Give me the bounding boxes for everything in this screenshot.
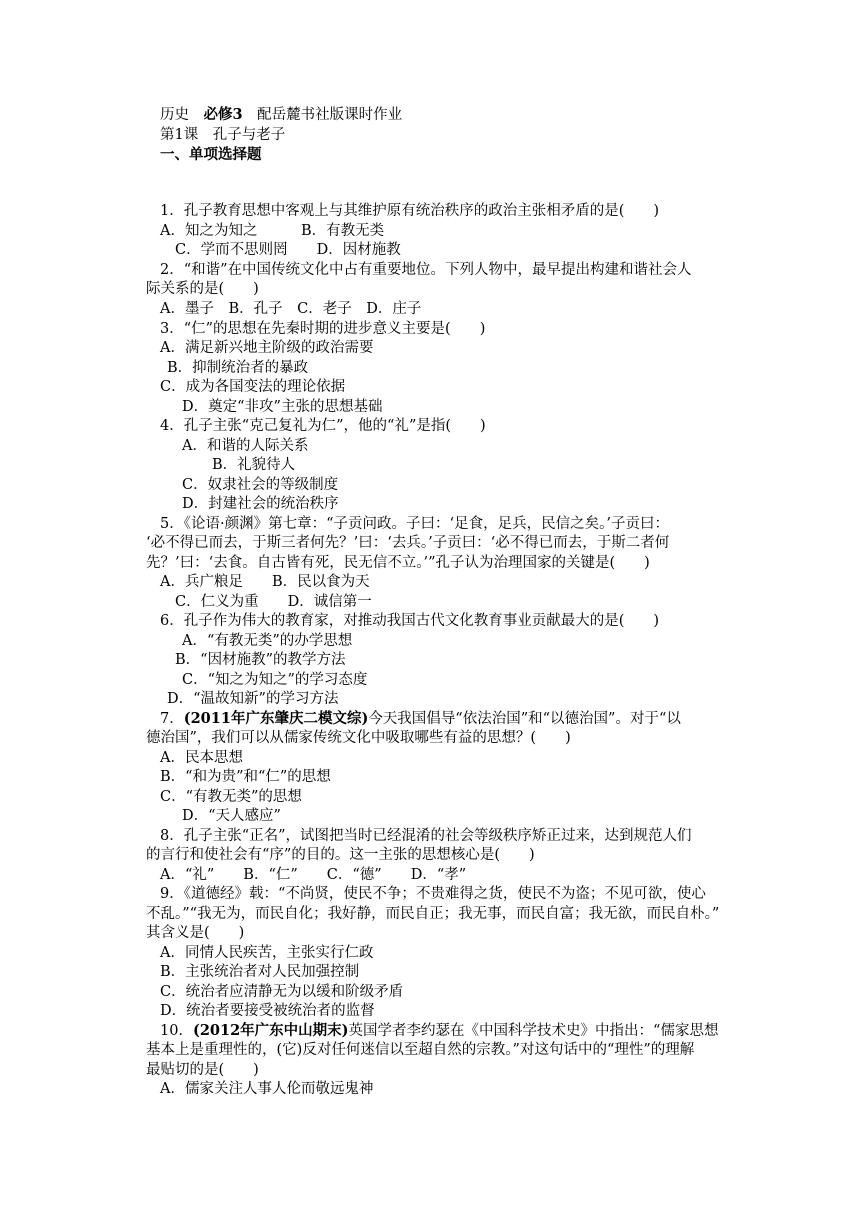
question-5-options-row-1: A．兵广粮足 B．民以食为天 xyxy=(160,574,370,590)
question-8-stem-cont: 的言行和使社会有“序”的目的。这一主张的思想核心是( ) xyxy=(146,847,535,863)
question-1-stem: 1．孔子教育思想中客观上与其维护原有统治秩序的政治主张相矛盾的是( ) xyxy=(160,203,660,219)
question-6-stem: 6．孔子作为伟大的教育家，对推动我国古代文化教育事业贡献最大的是( ) xyxy=(160,613,660,629)
question-7-option-b: B．“和为贵”和“仁”的思想 xyxy=(160,769,331,785)
question-7-option-d: D．“天人感应” xyxy=(182,808,281,824)
publisher: 配岳麓书社版课时作业 xyxy=(257,107,403,123)
question-10-option-a: A．儒家关注人事人伦而敬远鬼神 xyxy=(160,1081,374,1097)
question-1-options-row-1: A．知之为知之 B．有教无类 xyxy=(160,223,385,239)
question-4-stem: 4．孔子主张“克己复礼为仁”，他的“礼”是指( ) xyxy=(160,418,486,434)
question-9-option-a: A．同情人民疾苦，主张实行仁政 xyxy=(160,945,374,961)
question-8-options: A．“礼” B．“仁” C．“德” D．“孝” xyxy=(160,867,467,883)
question-4-option-d: D．封建社会的统治秩序 xyxy=(182,496,339,512)
lesson-title: 孔子与老子 xyxy=(212,127,286,143)
question-3-option-d: D．奠定“非攻”主张的思想基础 xyxy=(182,399,383,415)
question-10-number: 10． xyxy=(160,1023,193,1039)
lesson-number: 第1课 xyxy=(160,127,199,143)
question-4-option-a: A．和谐的人际关系 xyxy=(182,438,309,454)
question-4-option-c: C．奴隶社会的等级制度 xyxy=(182,477,339,493)
lesson-line xyxy=(160,126,285,144)
question-5-stem-cont-2: 先？’曰：‘去食。自古皆有死，民无信不立。’”孔子认为治理国家的关键是( ) xyxy=(146,555,650,571)
question-10-stem-cont-1: 基本上是重理性的，(它)反对任何迷信以至超自然的宗教。”对这句话中的“理性”的理解 xyxy=(146,1042,695,1058)
question-9-option-d: D．统治者要接受被统治者的监督 xyxy=(160,1003,375,1019)
question-10-stem xyxy=(160,1022,718,1040)
course: 必修3 xyxy=(203,106,243,123)
question-9-option-b: B．主张统治者对人民加强控制 xyxy=(160,964,360,980)
question-7-number: 7． xyxy=(160,711,184,727)
header-line xyxy=(160,106,402,124)
subject: 历史 xyxy=(160,107,189,123)
question-3-option-b: B．抑制统治者的暴政 xyxy=(167,360,309,376)
question-10-source: (2012年广东中山期末) xyxy=(192,1022,349,1039)
question-8-stem: 8．孔子主张“正名”，试图把当时已经混淆的社会等级秩序矫正过来，达到规范人们 xyxy=(160,828,692,844)
question-9-stem-cont-2: 其含义是( ) xyxy=(146,925,245,941)
question-9-stem: 9．《道德经》载：“不尚贤，使民不争；不贵难得之货，使民不为盗；不见可欲，使心 xyxy=(160,886,706,902)
question-6-option-d: D．“温故知新”的学习方法 xyxy=(167,691,339,707)
question-10-stem-text: 英国学者李约瑟在《中国科学技术史》中指出：“儒家思想 xyxy=(348,1023,719,1039)
question-2-options: A．墨子 B．孔子 C．老子 D．庄子 xyxy=(160,301,422,317)
question-5-stem: 5．《论语·颜渊》第七章：“子贡问政。子曰：‘足食，足兵，民信之矣。’子贡曰： xyxy=(160,516,669,532)
question-3-option-a: A．满足新兴地主阶级的政治需要 xyxy=(160,340,374,356)
question-6-option-c: C．“知之为知之”的学习态度 xyxy=(182,672,368,688)
question-10-stem-cont-2: 最贴切的是( ) xyxy=(146,1062,259,1078)
question-2-stem: 2．“和谐”在中国传统文化中占有重要地位。下列人物中，最早提出构建和谐社会人 xyxy=(160,262,692,278)
question-4-option-b: B．礼貌待人 xyxy=(212,457,296,473)
question-6-option-a: A．“有教无类”的办学思想 xyxy=(182,633,353,649)
question-7-stem xyxy=(160,710,681,728)
question-2-stem-cont: 际关系的是( ) xyxy=(146,281,259,297)
question-9-option-c: C．统治者应清静无为以缓和阶级矛盾 xyxy=(160,984,404,1000)
section-title: 一、单项选择题 xyxy=(160,146,262,163)
question-7-stem-text: 今天我国倡导“依法治国”和“以德治国”。对于“以 xyxy=(368,711,681,727)
question-9-stem-cont-1: 不乱。”“我无为，而民自化；我好静，而民自正；我无事，而民自富；我无欲，而民自朴。” xyxy=(146,906,720,922)
question-3-option-c: C．成为各国变法的理论依据 xyxy=(160,379,346,395)
question-6-option-b: B．“因材施教”的教学方法 xyxy=(175,652,346,668)
question-7-stem-cont: 德治国”，我们可以从儒家传统文化中吸取哪些有益的思想？( ) xyxy=(146,730,571,746)
question-7-source: (2011年广东肇庆二模文综) xyxy=(183,710,369,727)
question-3-stem: 3．“仁”的思想在先秦时期的进步意义主要是( ) xyxy=(160,321,486,337)
question-7-option-c: C．“有教无类”的思想 xyxy=(160,789,302,805)
question-5-stem-cont-1: ‘必不得已而去，于斯三者何先？’曰：‘去兵。’子贡曰：‘必不得已而去，于斯二者何 xyxy=(146,535,670,551)
question-1-options-row-2: C．学而不思则罔 D．因材施教 xyxy=(175,242,401,258)
question-7-option-a: A．民本思想 xyxy=(160,750,243,766)
question-5-options-row-2: C．仁义为重 D．诚信第一 xyxy=(175,594,372,610)
